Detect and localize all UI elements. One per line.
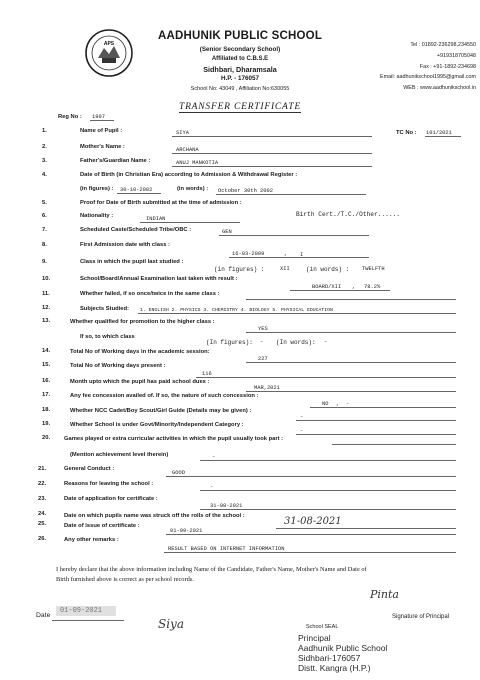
working-days-value: 227 [258, 356, 268, 362]
application-date-value: 31-08-2021 [210, 503, 243, 509]
leaving-reason-label: Reasons for leaving the school : [64, 481, 154, 487]
father-name-value: ANUJ MANKOTIA [176, 160, 219, 166]
row-num: 15. [42, 362, 51, 368]
row-num: 21. [38, 466, 47, 472]
fee-concession-label: Any fee concession availed of. If so, the nature of such concession : [70, 393, 259, 399]
days-present-value: 116 [202, 371, 212, 377]
row-num: 23. [38, 496, 47, 502]
logo-text: APS [103, 41, 115, 47]
days-present-label: Total No of Working days present : [70, 363, 166, 369]
admission-label: First Admission date with class : [80, 242, 170, 248]
father-name-label: Father's/Guardian Name : [80, 158, 151, 164]
last-class-label: Class in which the pupil last studied : [80, 259, 184, 265]
contact-mobile: +919318705048 [436, 53, 476, 59]
tc-label: TC No : [396, 130, 417, 136]
promotion-words-value: - [324, 339, 328, 345]
last-class-figures-label: (in figures) : [214, 266, 265, 273]
dob-proof-label: Proof for Date of Birth submitted at the time of admission : [80, 200, 242, 206]
admission-date-value: 16-03-2009 [232, 251, 265, 257]
row-num: 1. [42, 128, 47, 134]
school-number: School No: 43049 , Affiliation No:630055 [190, 86, 290, 92]
promotion-value: YES [258, 326, 268, 332]
fee-concession-nature: - [346, 401, 350, 407]
remarks-value: RESULT BASED ON INTERNET INFORMATION [168, 546, 285, 552]
school-level: (Senior Secondary School) [199, 46, 281, 53]
promotion-figures-label: (In figures): [206, 339, 253, 346]
row-num: 24. [38, 511, 47, 517]
row-num: 10. [42, 276, 51, 282]
activities-label: Games played or extra curricular activities in which the pupil usually took part : [64, 436, 284, 442]
activities-value: - [212, 454, 216, 460]
row-num: 6. [42, 213, 47, 219]
school-category-label: Whether School is under Govt/Minority/Independent Category : [70, 422, 244, 428]
dues-label: Month upto which the pupil has paid school dues : [70, 379, 210, 385]
promotion-class-label: If so, to which class [80, 334, 135, 340]
achievement-label: (Mention achievement level therein) [70, 452, 169, 458]
subjects-value: 1. ENGLISH 2. PHYSICS 3. CHEMISTRY 4. BIOLOGY 5. PHYSICAL EDUCATION [140, 308, 333, 313]
admission-class-value: I [300, 252, 304, 258]
row-num: 25. [38, 521, 47, 527]
last-class-words-label: (in words) : [306, 266, 350, 273]
principal-signature-label: Signature of Principal [392, 614, 450, 620]
dob-words-label: (in words) : [177, 186, 209, 192]
promotion-figures-value: - [260, 339, 264, 345]
row-num: 14. [42, 348, 51, 354]
row-num: 19. [42, 421, 51, 427]
contact-email: Email: aadhunikschool1995@gmail.com [380, 74, 476, 80]
promotion-label: Whether qualified for promotion to the higher class : [70, 319, 215, 325]
pupil-name-label: Name of Pupil : [80, 128, 123, 134]
dob-figures-label: (in figures) : [80, 186, 114, 192]
fee-concession-value: NO [322, 401, 329, 407]
dob-proof-value: Birth Cert./T.C./Other...... [296, 211, 400, 218]
reg-value: 1907 [92, 114, 105, 120]
stamp-line-1: Principal [298, 633, 331, 643]
remarks-label: Any other remarks : [64, 537, 119, 543]
declaration-line-2: Birth furnished above is correct as per school records. [56, 576, 194, 583]
contact-fax: Fax : +91-1892-234698 [419, 64, 476, 70]
principal-signature: Pinta [370, 588, 399, 601]
row-num: 22. [38, 481, 47, 487]
reg-label: Reg No : [58, 114, 82, 120]
leaving-reason-value: - [210, 484, 214, 490]
school-name: AADHUNIK PUBLIC SCHOOL [157, 30, 323, 42]
row-num: 9. [42, 259, 47, 265]
issue-date-value: 01-09-2021 [170, 528, 203, 534]
failed-label: Whether failed, if so once/twice in the same class : [80, 291, 220, 297]
nationality-label: Nationality : [80, 213, 114, 219]
declaration-line-1: I hereby declare that the above information including Name of the Candidate, Father's Name, Mother's Name and Date of [56, 566, 367, 573]
row-num: 13. [42, 318, 51, 324]
row-num: 8. [42, 242, 47, 248]
seal-label: School SEAL [306, 624, 339, 630]
exam-percent-value: 78.2% [364, 284, 381, 290]
last-class-figures-value: XII [280, 266, 290, 272]
exam-result-label: School/Board/Annual Examination last taken with result : [80, 276, 238, 282]
nationality-value: INDIAN [146, 216, 166, 222]
row-num: 2. [42, 144, 47, 150]
row-num: 4. [42, 172, 47, 178]
row-num: 17. [42, 392, 51, 398]
ncc-value: - [300, 414, 304, 420]
row-num: 5. [42, 200, 47, 206]
dob-words-value: October 30th 2002 [218, 188, 273, 194]
tc-value: 101/2021 [426, 130, 452, 136]
stamp-line-4: Distt. Kangra (H.P.) [298, 663, 371, 673]
issue-date-label: Date of issue of certificate : [64, 523, 140, 529]
category-value: GEN [222, 229, 232, 235]
exam-board-value: BOARD/XII [312, 284, 342, 290]
conduct-value: GOOD [172, 470, 185, 476]
row-num: 11. [42, 291, 50, 297]
working-days-label: Total No of Working days in the academic session: [70, 349, 210, 355]
dues-value: MAR,2021 [254, 385, 280, 391]
mother-name-label: Mother's Name : [80, 144, 125, 150]
stamp-line-3: Sidhbari-176057 [298, 653, 361, 663]
stamp-line-2: Aadhunik Public School [298, 643, 388, 653]
row-num: 18. [42, 407, 51, 413]
subjects-label: Subjects Studied: [80, 306, 129, 312]
ncc-label: Whether NCC Cadet/Boy Scout/Girl Guide (Details may be given) : [70, 408, 252, 414]
row-num: 16. [42, 378, 51, 384]
row-num: 3. [42, 158, 47, 164]
mother-name-value: ARCHANA [176, 147, 199, 153]
school-state-pin: H.P. - 176057 [220, 75, 260, 82]
application-date-label: Date of application for certificate : [64, 496, 158, 502]
promotion-words-label: (In words): [276, 339, 316, 346]
struck-off-value: 31-08-2021 [284, 516, 342, 527]
contact-web: WEB : www.aadhunikschool.in [403, 85, 476, 91]
school-location: Sidhbari, Dharamsala [203, 65, 277, 74]
dob-label: Date of Birth (in Christian Era) according to Admission & Withdrawal Register : [80, 172, 298, 178]
row-num: 20. [42, 435, 51, 441]
date-value: 01-09-2021 [60, 607, 103, 615]
conduct-label: General Conduct : [64, 466, 115, 472]
pupil-signature: Siya [158, 617, 184, 631]
school-affiliation: Affiliated to C.B.S.E [211, 56, 269, 62]
row-num: 12. [42, 305, 51, 311]
date-label: Date [36, 612, 51, 619]
last-class-words-value: TWELFTH [362, 266, 385, 272]
pupil-name-value: SIYA [176, 130, 189, 136]
row-num: 7. [42, 227, 47, 233]
school-category-value: - [300, 428, 304, 434]
certificate-title: TRANSFER CERTIFICATE [179, 102, 301, 112]
struck-off-label: Date on which pupils name was struck off the rolls of the school : [64, 513, 245, 519]
contact-tel: Tel : 01892-236298,234550 [410, 42, 476, 48]
dob-figures-value: 30-10-2002 [120, 187, 153, 193]
row-num: 26. [38, 536, 47, 542]
category-label: Scheduled Caste/Scheduled Tribe/OBC : [80, 227, 192, 233]
